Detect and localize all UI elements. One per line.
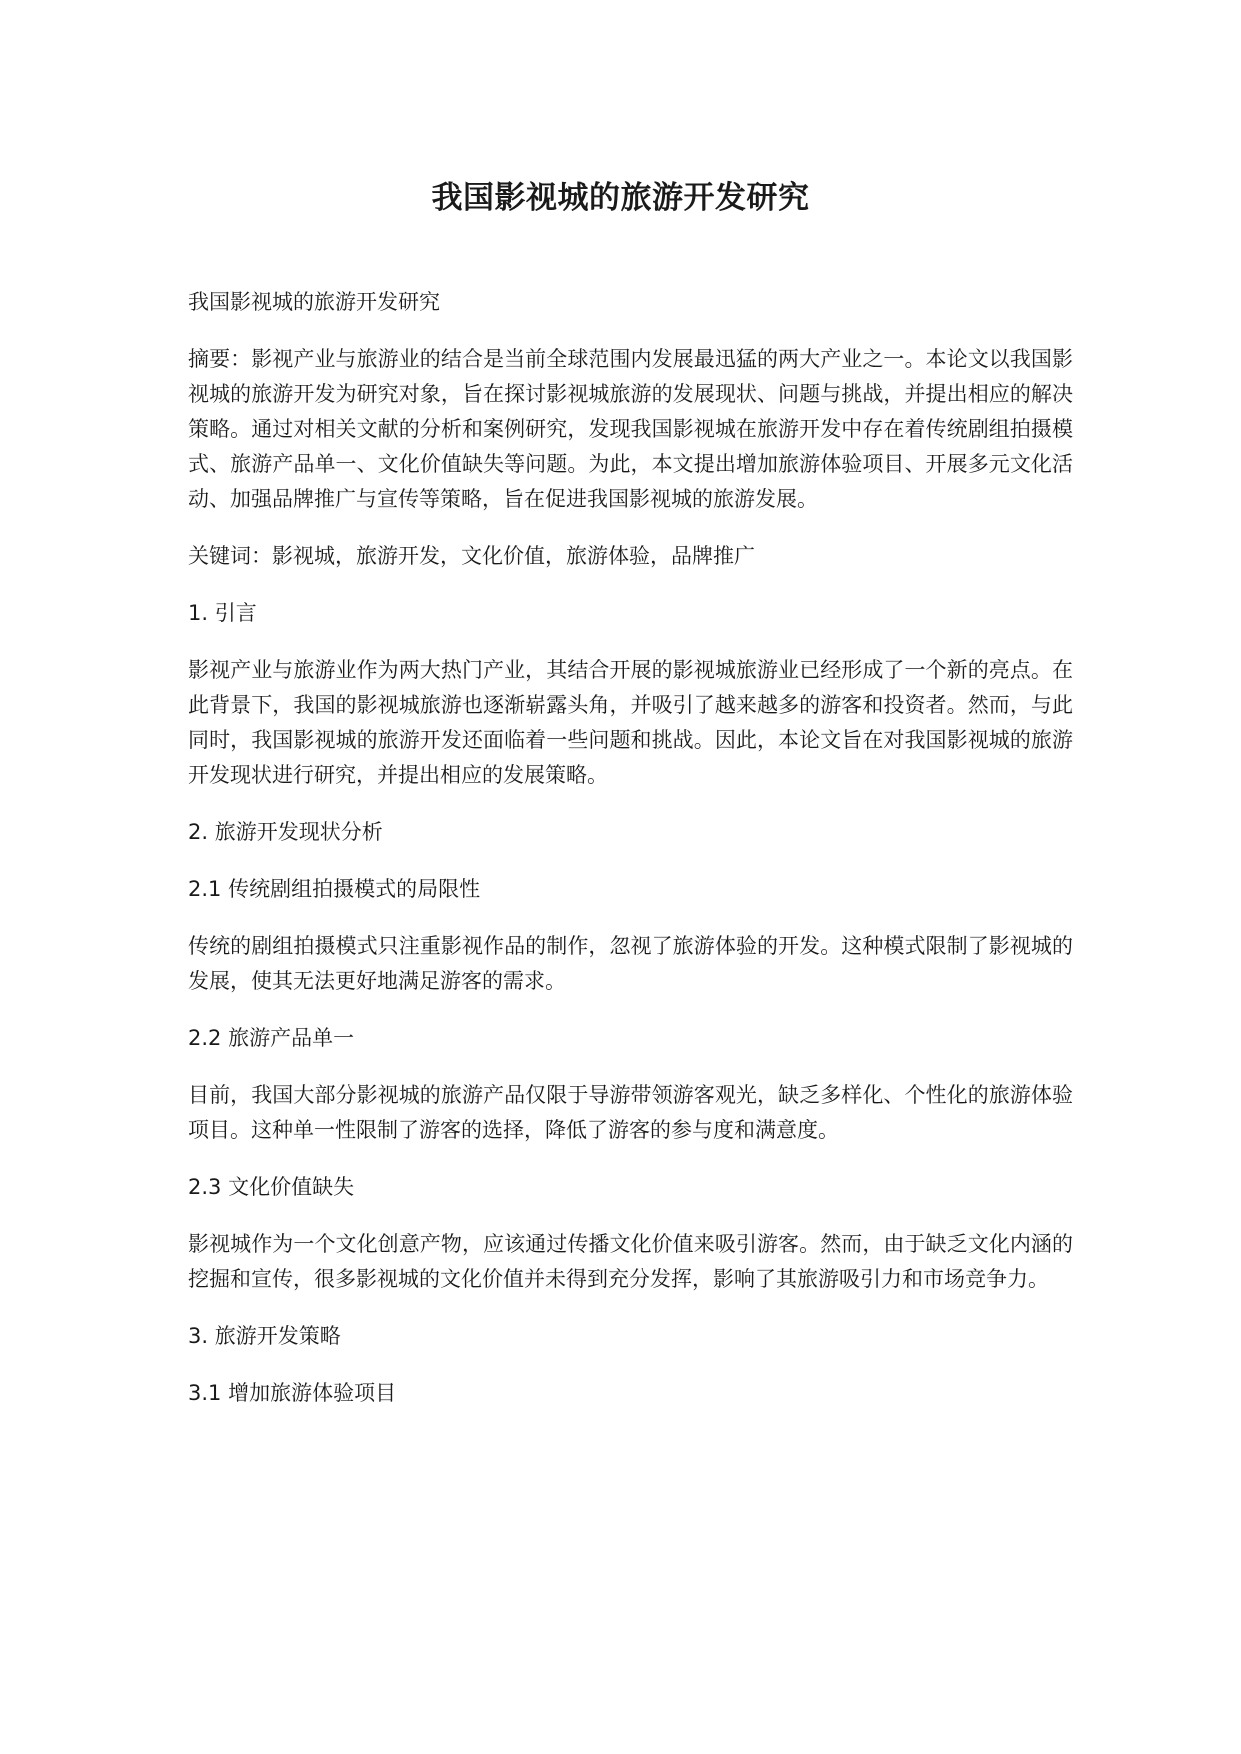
subsection-heading: 2.3 文化价值缺失 [188,1175,355,1199]
section-heading-strategies: 3. 旅游开发策略 [188,1324,341,1348]
body-paragraph: 目前，我国大部分影视城的旅游产品仅限于导游带领游客观光，缺乏多样化、个性化的旅游体验项目。这种单一性限制了游客的选择，降低了游客的参与度和满意度。 [188,1083,1073,1142]
section-heading-introduction: 1. 引言 [188,601,257,625]
abstract-paragraph: 摘要：影视产业与旅游业的结合是当前全球范围内发展最迅猛的两大产业之一。本论文以我国影视城的旅游开发为研究对象，旨在探讨影视城旅游的发展现状、问题与挑战，并提出相应的解决策略。通过对相关文献的分析和案例研究，发现我国影视城在旅游开发中存在着传统剧组拍摄模式、旅游产品单一、文化价值缺失等问题。为此，本文提出增加旅游体验项目、开展多元文化活动、加强品牌推广与宣传等策略，旨在促进我国影视城的旅游发展。 [188,347,1073,511]
body-paragraph: 传统的剧组拍摄模式只注重影视作品的制作，忽视了旅游体验的开发。这种模式限制了影视城的发展，使其无法更好地满足游客的需求。 [188,934,1073,993]
subsection-heading: 3.1 增加旅游体验项目 [188,1381,397,1405]
body-paragraph: 影视产业与旅游业作为两大热门产业，其结合开展的影视城旅游业已经形成了一个新的亮点。在此背景下，我国的影视城旅游也逐渐崭露头角，并吸引了越来越多的游客和投资者。然而，与此同时，我国影视城的旅游开发还面临着一些问题和挑战。因此，本论文旨在对我国影视城的旅游开发现状进行研究，并提出相应的发展策略。 [188,658,1073,787]
document-subtitle: 我国影视城的旅游开发研究 [188,290,440,314]
keywords-line: 关键词：影视城，旅游开发，文化价值，旅游体验，品牌推广 [188,544,755,568]
document-body [188,285,1073,1433]
subsection-heading: 2.2 旅游产品单一 [188,1026,355,1050]
subsection-heading: 2.1 传统剧组拍摄模式的局限性 [188,877,481,901]
body-paragraph: 影视城作为一个文化创意产物，应该通过传播文化价值来吸引游客。然而，由于缺乏文化内涵的挖掘和宣传，很多影视城的文化价值并未得到充分发挥，影响了其旅游吸引力和市场竞争力。 [188,1232,1073,1291]
document-title: 我国影视城的旅游开发研究 [431,180,810,216]
section-heading-status-analysis: 2. 旅游开发现状分析 [188,820,383,844]
